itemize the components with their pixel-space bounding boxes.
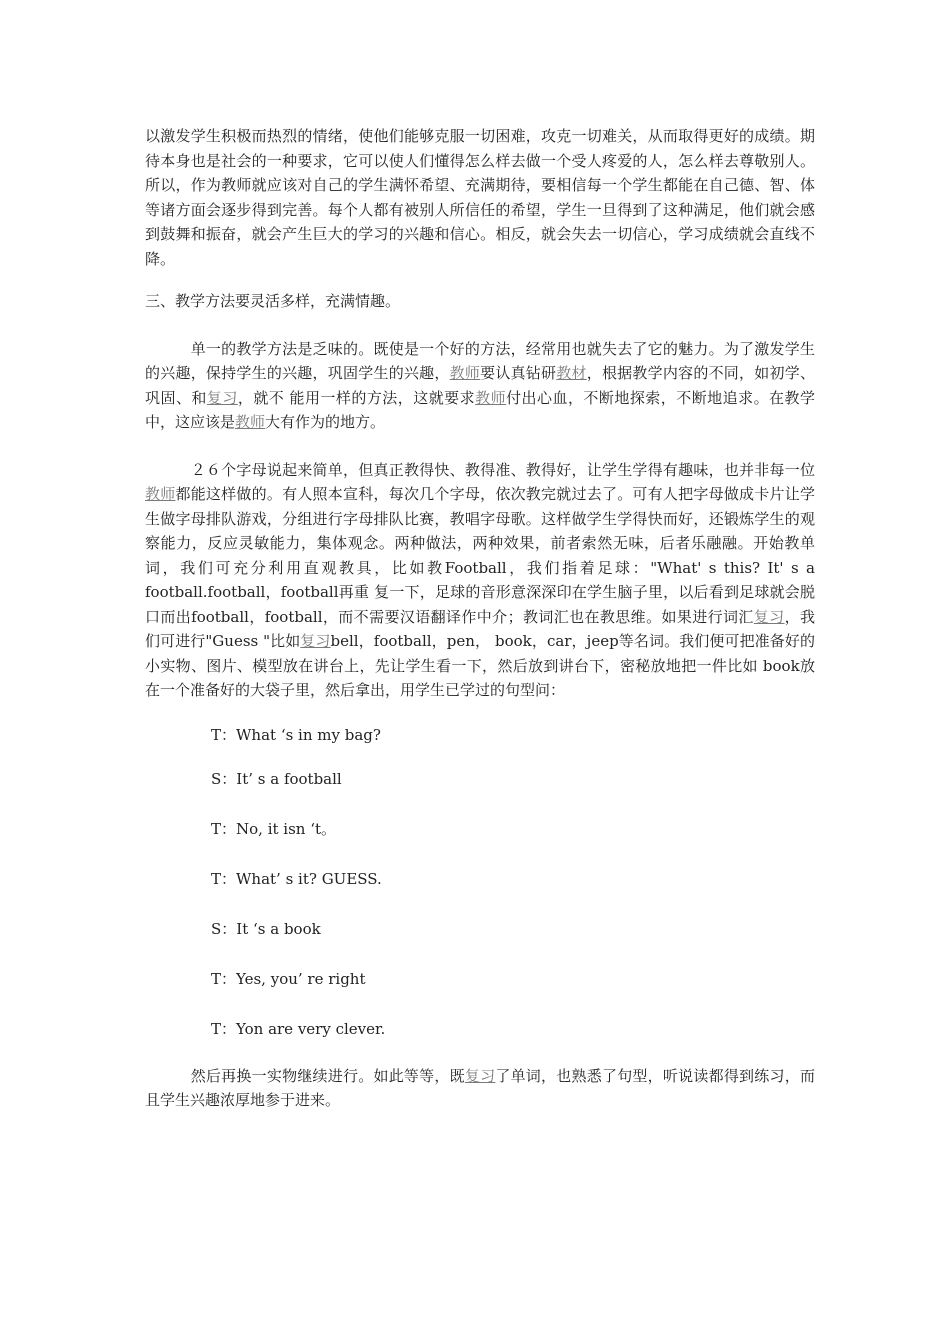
document-page [145, 124, 815, 1113]
link-review[interactable]: 复习 [300, 632, 331, 650]
paragraph-teaching-methods [145, 337, 815, 435]
text-segment: 了单词，也熟悉了句型，听说读都得到练习，而且学生兴趣浓厚地参于进来。 [145, 1066, 815, 1109]
dialog-line: S：It ‘s a book [211, 919, 321, 938]
text-segment: 付出心血，不断地探索，不断地追求。在教学中，这应该是 [145, 388, 815, 431]
link-review[interactable]: 复习 [753, 607, 785, 626]
text-segment: bell，football，pen， book，car，jeep等名词。我们便可把准备好的小实物、图片、模型放在讲台上，先让学生看一下，然后放到讲台下，密秘放地把一件比如 book放在一个准备好的大袋子里，然后拿出，用学生已学过的句型问： [145, 632, 815, 699]
dialog-line: T：Yon are very clever. [211, 1019, 386, 1038]
dialog-line: T：No, it isn ‘t。 [211, 819, 337, 838]
link-review[interactable]: 复习 [464, 1066, 496, 1085]
text-segment: 大有作为的地方。 [265, 413, 386, 431]
section-heading-3: 三、教学方法要灵活多样，充满情趣。 [145, 292, 401, 310]
text-segment: 然后再换一实物继续进行。如此等等，既 [145, 1066, 465, 1085]
link-review[interactable]: 复习 [206, 388, 238, 407]
link-teacher[interactable]: 教师 [145, 485, 176, 503]
dialog-line: T：Yes, you’ re right [211, 969, 366, 988]
dialog-line: T：What ‘s in my bag? [211, 725, 381, 744]
text-segment: 要认真钻研 [480, 364, 557, 382]
dialog-line: T：What’ s it? GUESS. [211, 869, 382, 888]
text-segment: ，就不 能用一样的方法，这就要求 [237, 388, 476, 407]
link-teacher[interactable]: 教师 [449, 364, 481, 382]
paragraph-conclusion [145, 1064, 815, 1113]
text-segment: 单一的教学方法是乏味的。既使是一个好的方法，经常用也就失去了它的魅力。为了激发学生的兴趣，保持学生的兴趣，巩固学生的兴趣， [145, 339, 815, 382]
link-textbook[interactable]: 教材 [556, 364, 587, 382]
paragraph-expectation: 以激发学生积极而热烈的情绪，使他们能够克服一切困难，攻克一切难关，从而取得更好的成绩。期待本身也是社会的一种要求，它可以使人们懂得怎么样去做一个受人疼爱的人，怎么样去尊敬别人。所以，作为教师就应该对自己的学生满怀希望、充满期待，要相信每一个学生都能在自己德、智、体等诸方面会逐步得到完善。每个人都有被别人所信任的希望，学生一旦得到了这种满足，他们就会感到鼓舞和振奋，就会产生巨大的学习的兴趣和信心。相反，就会失去一切信心，学习成绩就会直线不降。 [145, 127, 815, 268]
link-teacher[interactable]: 教师 [475, 388, 507, 407]
text-segment: 都能这样做的。有人照本宣科，每次几个字母，依次教完就过去了。可有人把字母做成卡片让学生做字母排队游戏，分组进行字母排队比赛，教唱字母歌。这样做学生学得快而好，还锻炼学生的观察能力，反应灵敏能力，集体观念。两种做法，两种效果，前者索然无味，后者乐融融。开始教单词，我们可充分利用直观教具，比如教Football，我们指着足球："What' s this? It' s a football.football，football再重 复一下，足球的音形意深深印在学生脑子里，以后看到足球就会脱口而出football，football，而不需要汉语翻译作中介；教词汇也在教思维。如果进行词汇 [145, 485, 815, 626]
paragraph-alphabet-teaching [145, 458, 815, 703]
dialog-line: S：It’ s a football [211, 769, 342, 788]
link-teacher[interactable]: 教师 [235, 413, 266, 431]
text-segment: ，根据教学内容的不同，如初学、巩固、和 [145, 364, 815, 407]
text-segment: ，我们可进行"Guess "比如 [145, 607, 815, 650]
text-segment: ２６个字母说起来简单，但真正教得快、教得准、教得好，让学生学得有趣味，也并非每一位 [145, 460, 815, 479]
dialog-block [145, 723, 815, 1041]
